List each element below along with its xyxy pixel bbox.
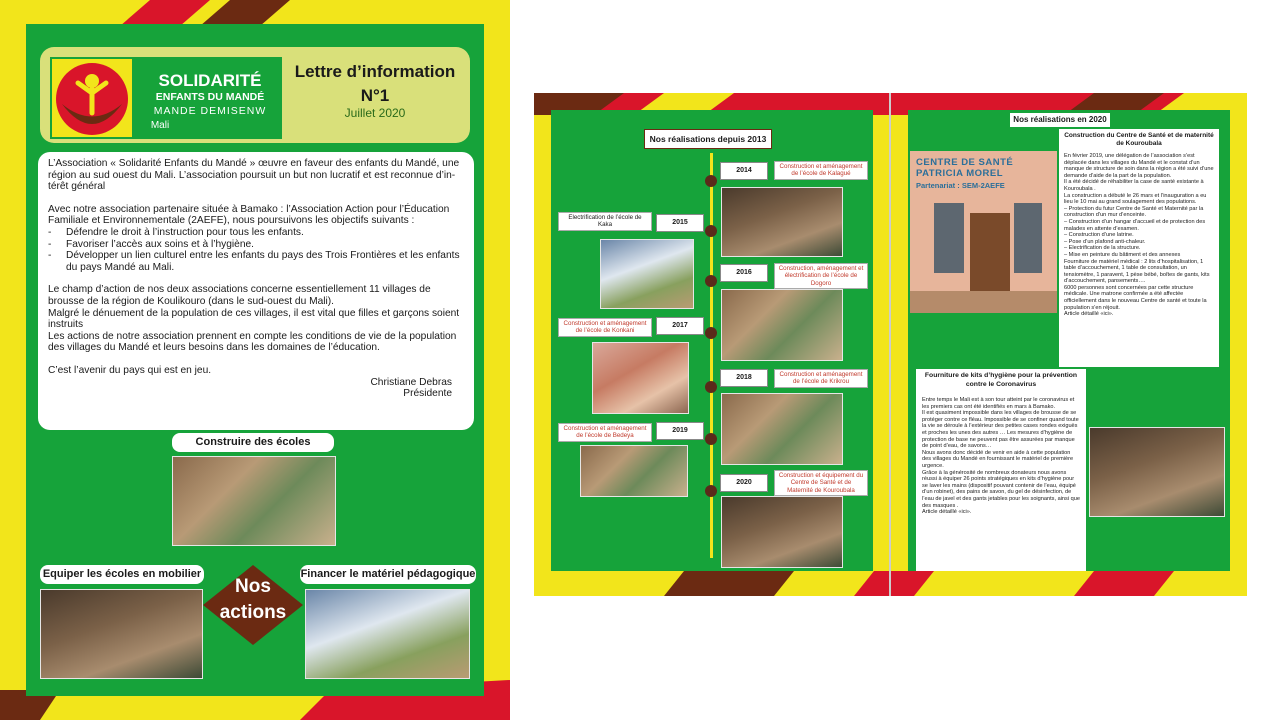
- hygiene-kits-photo: [1089, 427, 1225, 517]
- objective-item: - Développer un lien culturel entre les enfants du pays des Trois Frontières et les enfants du pays Mandé au Mali.: [48, 250, 460, 273]
- signature-role: Présidente: [403, 388, 452, 400]
- timeline-label: Construction et équipement du Centre de Santé et de Maternité de Kouroubala: [774, 470, 868, 496]
- timeline-dot: [705, 485, 717, 497]
- timeline-year: 2019: [656, 422, 704, 440]
- signature-name: Christiane Debras: [370, 376, 452, 388]
- konkani-school-photo: [592, 342, 689, 414]
- achievements-heading: Nos réalisations en 2020: [1010, 113, 1110, 127]
- logo-line4: Mali: [150, 120, 170, 131]
- newsletter-page-2: [534, 93, 1247, 596]
- timeline-label: Construction et aménagement de l’école de Konkani: [558, 318, 652, 337]
- teaching-materials-photo: [305, 589, 470, 679]
- hygiene-kits-title: Fourniture de kits d’hygiène pour la prévention contre le Coronavirus: [924, 372, 1078, 388]
- newsletter-title: Lettre d’information: [294, 62, 456, 81]
- timeline-year: 2016: [720, 264, 768, 282]
- intro-paragraph: L’Association « Solidarité Enfants du Mandé » œuvre en faveur des enfants du Mandé, une région au sud ouest du Mali. L’association poursuit un but non lucratif et est reconnue d’in-térêt général: [48, 158, 460, 193]
- objective-item: - Défendre le droit à l’instruction pour tous les enfants.: [48, 226, 304, 238]
- timeline-year: 2020: [720, 474, 768, 492]
- newsletter-number: N°1: [360, 86, 390, 105]
- equip-schools-label: Equiper les écoles en mobilier: [40, 565, 204, 584]
- timeline-label: Construction, aménagement et électrification de l’école de Dogoro: [774, 263, 868, 289]
- window-shutter: [934, 203, 964, 273]
- timeline-label: Electrification de l’école de Kaka: [558, 212, 652, 231]
- health-center-sign: Partenariat : SEM-2AEFE: [916, 181, 1005, 190]
- actions-title-line2: actions: [219, 602, 287, 623]
- hygiene-kits-text: Entre temps le Mali est à son tour atteint par le coronavirus et les premiers cas ont été identifiés en mars à Bamako. Il est quasiment impossible dans les villages de brousse de se protéger contre ce fléau. Impossible de se confiner quand toute la vie se déroule à l’extérieur des petites cases rondes exiguës et proches les unes des autres … Les mesures d’hygiène de protection de base ne peuvent pas être assurées par manque de point d’eau, de savons… Nous avons donc décidé de venir en aide à cette population des villages du Mandé en fournissant le matériel de première urgence. Grâce à la générosité de nombreux donateurs nous avons réussi à équiper 26 points stratégiques en kits d’hygiène pour se laver les mains (dispositif pouvant contenir de l’eau, équipé d’un robinet), des pains de savon, du gel de désinfection, de l’eau de javel et des gants jetables pour les soignants, ainsi que des masques . Article détaillé «ici».: [922, 397, 1080, 516]
- logo-line3: MANDE DEMISENW: [153, 105, 267, 117]
- ground: [910, 291, 1057, 313]
- intro-paragraph: Malgré le dénuement de la population de ces villages, il est vital que filles et garçons soient instruits: [48, 307, 460, 331]
- bedeya-school-photo: [580, 445, 688, 497]
- timeline-dot: [705, 275, 717, 287]
- kaka-solar-panel-photo: [600, 239, 694, 309]
- intro-paragraph: Avec notre association partenaire située à Bamako : l’Association Action pour l’Éducation Familiale et Environnementale (2AEFE), nous poursuivons les objectifs suivants :: [48, 203, 450, 227]
- logo-name: SOLIDARITÉ: [158, 71, 262, 90]
- newsletter-page-1: [0, 0, 510, 720]
- timeline-axis: [710, 153, 713, 558]
- finance-materials-label: Financer le matériel pédagogique: [300, 565, 476, 584]
- health-center-sign: PATRICIA MOREL: [916, 168, 1004, 179]
- build-schools-label: Construire des écoles: [172, 433, 334, 452]
- objective-item: - Favoriser l’accès aux soins et à l’hygiène.: [48, 238, 254, 250]
- timeline-dot: [705, 327, 717, 339]
- dogoro-school-photo: [721, 289, 843, 361]
- timeline-dot: [705, 225, 717, 237]
- health-center-title: Construction du Centre de Santé et de maternité de Kouroubala: [1064, 132, 1214, 147]
- logo-line2: ENFANTS DU MANDÉ: [155, 91, 265, 103]
- health-center-sign: CENTRE DE SANTÉ: [916, 157, 1014, 168]
- school-construction-photo: [172, 456, 336, 546]
- logo-icon: [52, 59, 132, 137]
- health-center-card: [1059, 129, 1219, 367]
- timeline-label: Construction et aménagement de l’école de Bedeya: [558, 423, 652, 442]
- timeline-label: Construction et aménagement de l’école de Krikrou: [774, 369, 868, 388]
- health-center-text: En février 2019, une délégation de l’association s’est déplacée dans les villages du Mandé et le constat d’un manque de structure de soin dans la région a été suivi d’une demande d’aide de la part de la population. Il a été décidé de réhabiliter la case de santé existante à Kouroubala . La construction a débuté le 26 mars et l’inauguration a eu lieu le 10 mai au grand soulagement des populations. – Protection du futur Centre de Santé et Maternité par la construction d’un mur d’enceinte. – Construction d’un hangar d’accueil et de protection des malades en attente d’examen. – Construction d’une latrine. – Pose d’un plafond anti-chaleur. – Electrification de la structure. – Mise en peinture du bâtiment et des annexes Fourniture de matériel médical : 2 lits d’hospitalisation, 1 table d’accouchement, 1 table de consultation, un tensiomètre, 1 paravent, 1 pèse bébé, boîtes de gants, kits d’accouchement, pansements…. 6000 personnes sont concernées par cette structure médicale. Une matrone confirmée a été affectée officiellement dans le nouveau Centre de santé et toute la population s’en réjouit. Article détaillé «ici».: [1064, 153, 1214, 318]
- hygiene-kits-card: [916, 369, 1086, 571]
- timeline-label: Construction et aménagement de l’école de Kalagué: [774, 161, 868, 180]
- timeline-dot: [705, 433, 717, 445]
- newsletter-date: Juillet 2020: [344, 106, 406, 120]
- intro-paragraph: Le champ d’action de nos deux associations concerne essentiellement 11 villages de brousse de la région de Koulikouro (dans le sud-ouest du Mali).: [48, 284, 431, 307]
- classroom-furniture-photo: [40, 589, 203, 679]
- doorway: [970, 213, 1010, 293]
- timeline-year: 2018: [720, 369, 768, 387]
- timeline-dot: [705, 381, 717, 393]
- timeline-year: 2014: [720, 162, 768, 180]
- kalague-school-photo: [721, 187, 843, 257]
- krikrou-school-photo: [721, 393, 843, 465]
- logo-block: [50, 57, 282, 139]
- intro-card: [38, 152, 474, 430]
- timeline-year: 2015: [656, 214, 704, 232]
- actions-title-line1: Nos: [235, 576, 271, 597]
- health-center-photo: [910, 151, 1057, 313]
- timeline-year: 2017: [656, 317, 704, 335]
- timeline-heading: Nos réalisations depuis 2013: [644, 129, 772, 149]
- timeline-dot: [705, 175, 717, 187]
- intro-paragraph: C’est l’avenir du pays qui est en jeu.: [48, 364, 212, 376]
- intro-paragraph: Les actions de notre association prennent en compte les conditions de vie de la population des villages du Mandé et leurs besoins dans les domaines de l’éducation.: [48, 330, 457, 354]
- kouroubala-center-photo: [721, 496, 843, 568]
- window-shutter: [1014, 203, 1042, 273]
